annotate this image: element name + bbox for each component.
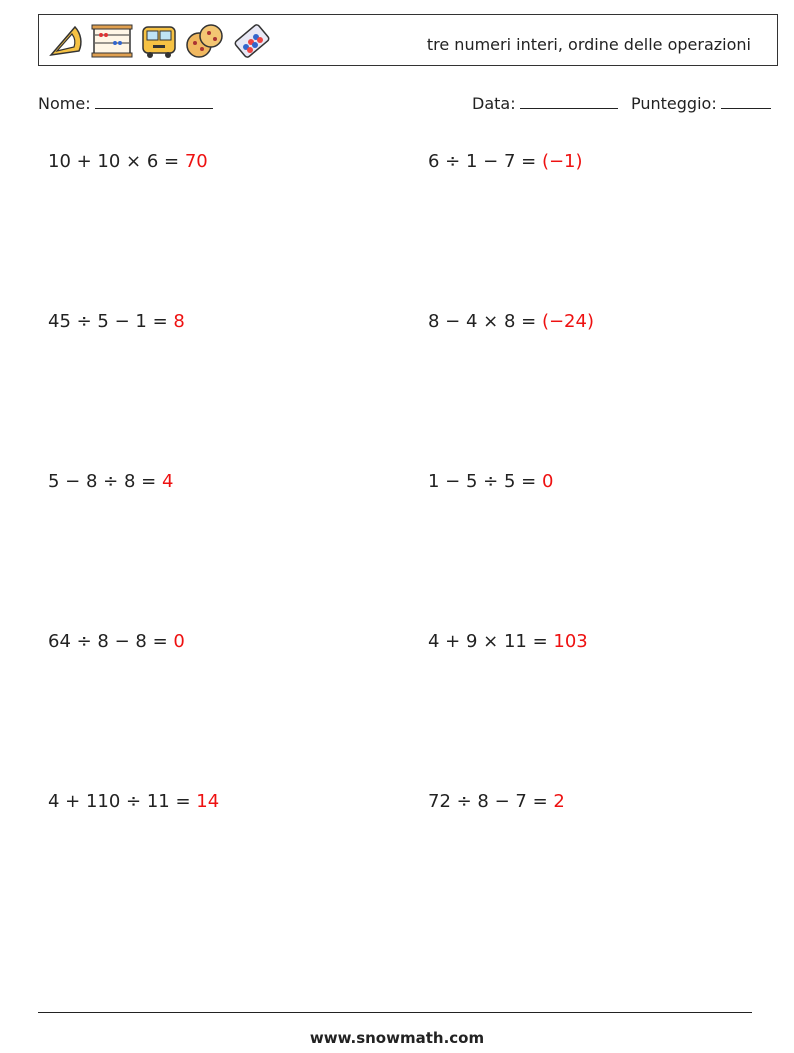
problem-answer: 4 — [161, 471, 174, 492]
problem-6 — [428, 471, 553, 492]
date-label: Data: — [472, 94, 516, 113]
paint-palette-icon — [231, 21, 273, 61]
date-field — [472, 94, 618, 113]
problem-expression: 8 − 4 × 8 = — [428, 311, 542, 332]
problem-answer: 8 — [173, 311, 185, 332]
problem-answer: 70 — [184, 151, 208, 172]
score-label: Punteggio: — [631, 94, 717, 113]
problem-7 — [48, 631, 185, 652]
problem-2 — [428, 151, 583, 172]
problem-expression: 72 ÷ 8 − 7 = — [428, 791, 554, 812]
problem-answer: (−24) — [541, 311, 594, 332]
cookies-icon — [185, 21, 225, 61]
name-field — [38, 94, 213, 113]
problem-expression: 45 ÷ 5 − 1 = — [48, 311, 174, 332]
name-label: Nome: — [38, 94, 91, 113]
problem-expression: 10 + 10 × 6 = — [48, 151, 185, 172]
footer-website: www.snowmath.com — [309, 1029, 485, 1047]
problem-4 — [428, 311, 594, 332]
problem-9 — [48, 791, 219, 812]
problem-answer: 0 — [173, 631, 185, 652]
problem-expression: 5 − 8 ÷ 8 = — [48, 471, 162, 492]
protractor-icon — [45, 21, 85, 61]
name-blank[interactable] — [95, 94, 213, 109]
footer-divider — [38, 1012, 752, 1013]
problem-expression: 64 ÷ 8 − 8 = — [48, 631, 174, 652]
problem-answer: 103 — [553, 631, 588, 652]
problem-10 — [428, 791, 565, 812]
worksheet-title: tre numeri interi, ordine delle operazioni — [426, 35, 751, 54]
header-icons — [45, 19, 273, 63]
problem-expression: 4 + 110 ÷ 11 = — [48, 791, 197, 812]
school-bus-icon — [139, 21, 179, 61]
problem-5 — [48, 471, 173, 492]
problem-answer: (−1) — [541, 151, 583, 172]
problem-answer: 14 — [196, 791, 220, 812]
problem-expression: 1 − 5 ÷ 5 = — [428, 471, 542, 492]
problem-answer: 2 — [553, 791, 565, 812]
problem-3 — [48, 311, 185, 332]
score-field — [631, 94, 771, 113]
date-blank[interactable] — [520, 94, 618, 109]
problem-1 — [48, 151, 208, 172]
problem-answer: 0 — [541, 471, 554, 492]
abacus-icon — [91, 21, 133, 61]
problem-expression: 4 + 9 × 11 = — [428, 631, 554, 652]
problem-8 — [428, 631, 588, 652]
problem-expression: 6 ÷ 1 − 7 = — [428, 151, 542, 172]
score-blank[interactable] — [721, 94, 771, 109]
worksheet-header — [38, 14, 778, 66]
